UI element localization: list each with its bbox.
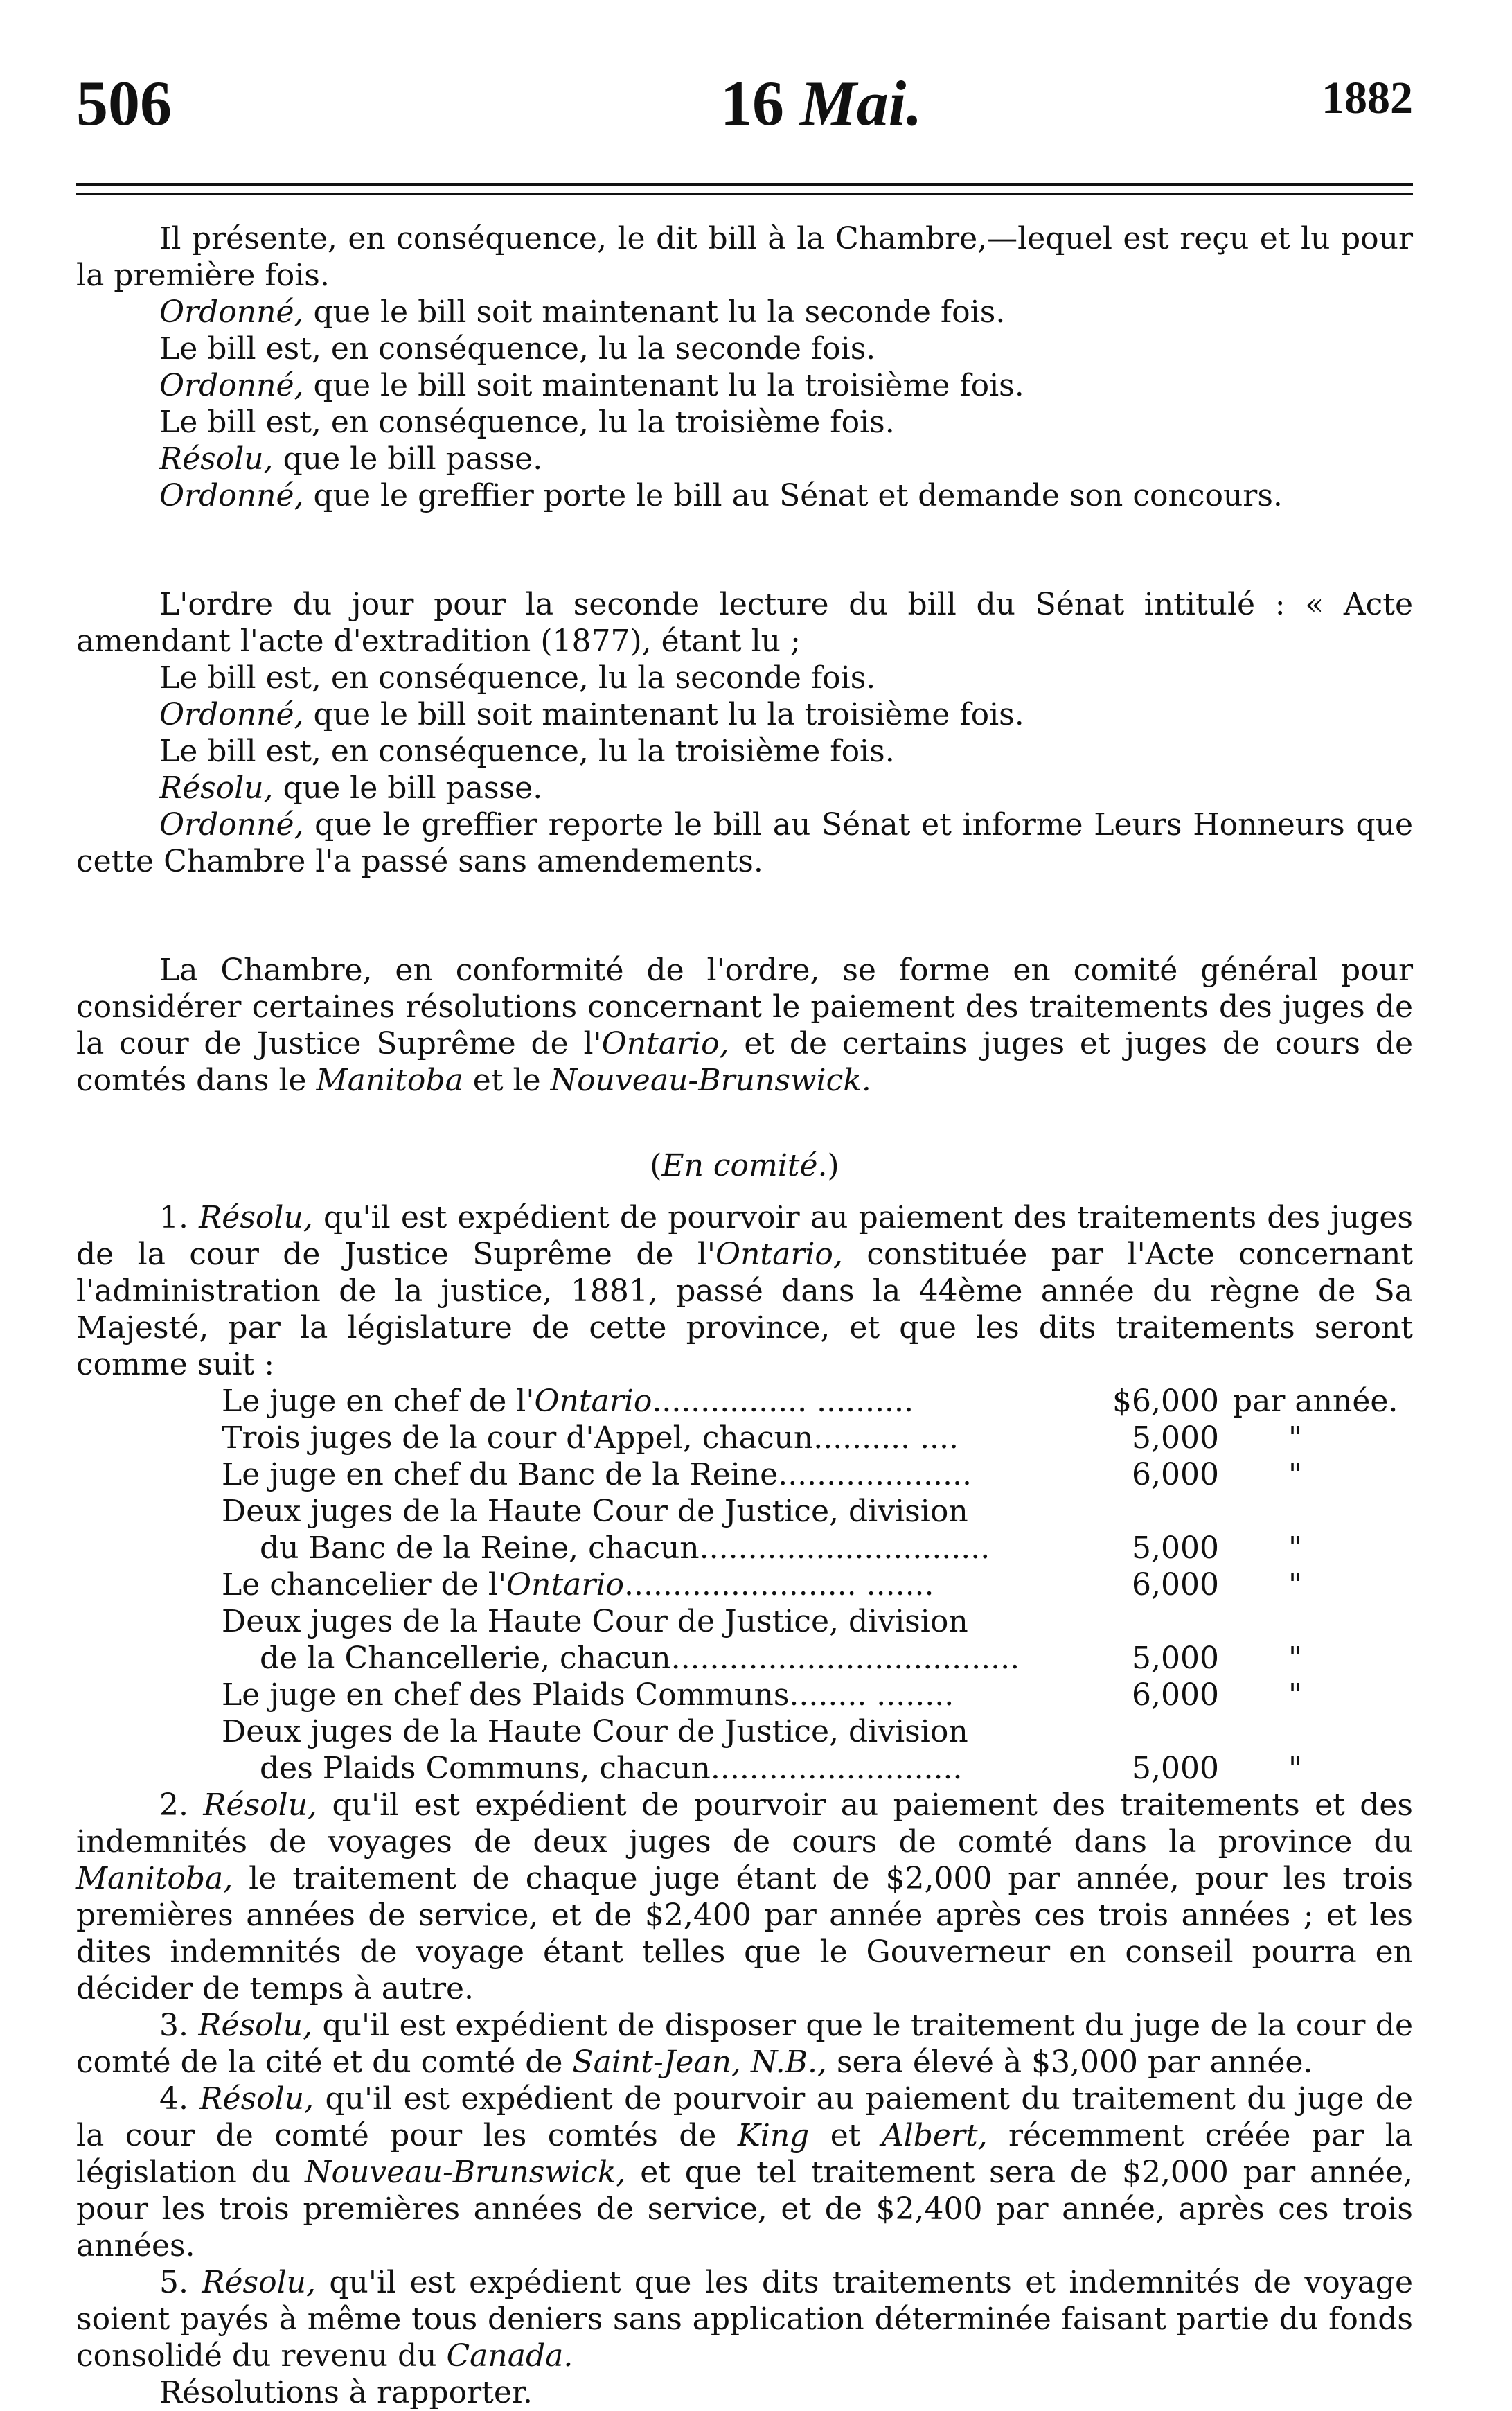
salary-amount: 5,000	[1132, 1530, 1219, 1566]
committee-title: (En comité.)	[650, 1148, 839, 1183]
page-date	[720, 67, 922, 140]
salary-row: Le juge en chef des Plaids Communs........ ........ 6,000 "	[222, 1677, 1303, 1713]
salary-unit: "	[1288, 1420, 1303, 1456]
paragraph: Ordonné, que le greffier porte le bill au Sénat et demande son concours.	[159, 478, 1283, 513]
salary-unit: "	[1288, 1567, 1303, 1602]
salary-row: de la Chancellerie, chacun.................................... 5,000 "	[260, 1641, 1303, 1676]
page-body	[76, 220, 1413, 2411]
paragraph: Ordonné, que le greffier reporte le bill au Sénat et informe Leurs Honneurs que cette Chambre l'a passé sans amendements.	[76, 807, 1413, 879]
resolution-4: 4. Résolu, qu'il est expédient de pourvoir au paiement du traitement du juge de la cour de comté pour les comtés de King et Albert, récemment créée par la législation du Nouveau-Brunswick, et que tel traitement sera de $2,000 par année, pour les trois premières années de service, et de $2,400 par année, après ces trois années.	[76, 2081, 1414, 2263]
salary-amount: $6,000	[1112, 1384, 1219, 1419]
page-year: 1882	[1322, 73, 1413, 123]
salary-unit: "	[1288, 1457, 1303, 1492]
date-month: Mai.	[800, 68, 923, 139]
resolution-2: 2. Résolu, qu'il est expédient de pourvoir au paiement des traitements et des indemnités de voyages de deux juges de cours de comté dans la province du Manitoba, le traitement de chaque juge étant de $2,000 par année, pour les trois premières années de service, et de $2,400 par année après ces trois années ; et les dites indemnités de voyage étant telles que le Gouverneur en conseil pourra en décider de temps à autre.	[76, 1787, 1413, 2006]
salary-unit: "	[1288, 1641, 1303, 1676]
paragraph: Ordonné, que le bill soit maintenant lu la troisième fois.	[159, 368, 1024, 403]
salary-unit: par année.	[1233, 1384, 1398, 1419]
salary-amount: 5,000	[1132, 1751, 1219, 1786]
paragraph: Il présente, en conséquence, le dit bill à la Chambre,—lequel est reçu et lu pour la première fois.	[76, 221, 1413, 293]
salary-row: Deux juges de la Haute Cour de Justice, division	[222, 1714, 968, 1749]
paragraph: La Chambre, en conformité de l'ordre, se forme en comité général pour considérer certaines résolutions concernant le paiement des traitements des juges de la cour de Justice Suprême de l'Ontario, et de certains juges et juges de cours de comtés dans le Manitoba et le Nouveau-Brunswick.	[76, 953, 1413, 1098]
date-day: 16	[720, 68, 784, 139]
salary-amount: 6,000	[1132, 1677, 1219, 1713]
salary-amount: 5,000	[1132, 1641, 1219, 1676]
resolution-5: 5. Résolu, qu'il est expédient que les dits traitements et indemnités de voyage soient payés à même tous deniers sans application déterminée faisant partie du fonds consolidé du revenu du Canada.	[76, 2265, 1413, 2374]
salary-unit: "	[1288, 1677, 1303, 1713]
salary-unit: "	[1288, 1751, 1303, 1786]
salary-table	[222, 1383, 1398, 1787]
salary-amount: 6,000	[1132, 1457, 1219, 1492]
resolution-3: 3. Résolu, qu'il est expédient de disposer que le traitement du juge de la cour de comté de la cité et du comté de Saint-Jean, N.B., sera élevé à $3,000 par année.	[76, 2008, 1414, 2080]
salary-amount: 6,000	[1132, 1567, 1219, 1602]
paragraph: Le bill est, en conséquence, lu la troisième fois.	[159, 405, 895, 440]
salary-row: Le juge en chef de l'Ontario................ .......... $6,000 par année.	[222, 1384, 1398, 1419]
resolution-1: 1. Résolu, qu'il est expédient de pourvoir au paiement des traitements des juges de la cour de Justice Suprême de l'Ontario, constituée par l'Acte concernant l'administration de la justice, 1881, passé dans la 44ème année du règne de Sa Majesté, par la législature de cette province, et que les dits traitements seront comme suit :	[76, 1200, 1414, 1382]
page-number: 506	[76, 68, 172, 139]
salary-row: Deux juges de la Haute Cour de Justice, division	[222, 1494, 968, 1529]
salary-row: Le juge en chef du Banc de la Reine.................... 6,000 "	[222, 1457, 1303, 1492]
paragraph: Le bill est, en conséquence, lu la troisième fois.	[159, 734, 895, 769]
salary-amount: 5,000	[1132, 1420, 1219, 1456]
paragraph: Ordonné, que le bill soit maintenant lu la troisième fois.	[159, 697, 1024, 732]
paragraph: L'ordre du jour pour la seconde lecture du bill du Sénat intitulé : « Acte amendant l'acte d'extradition (1877), étant lu ;	[76, 587, 1413, 659]
spacer	[76, 880, 1413, 952]
paragraph: Résolu, que le bill passe.	[159, 770, 543, 806]
closing-line: Résolutions à rapporter.	[159, 2375, 533, 2410]
salary-row: des Plaids Communs, chacun.......................... 5,000 "	[260, 1751, 1303, 1786]
salary-row: Deux juges de la Haute Cour de Justice, division	[222, 1604, 968, 1639]
paragraph: Le bill est, en conséquence, lu la seconde fois.	[159, 660, 876, 696]
salary-unit: "	[1288, 1530, 1303, 1566]
spacer	[76, 514, 1413, 586]
paragraph: Résolu, que le bill passe.	[159, 441, 543, 477]
salary-row: du Banc de la Reine, chacun.............................. 5,000 "	[260, 1530, 1303, 1566]
header-rule-bottom	[76, 193, 1413, 195]
salary-row: Le chancelier de l'Ontario........................ ....... 6,000 "	[222, 1567, 1303, 1602]
paragraph: Le bill est, en conséquence, lu la seconde fois.	[159, 331, 876, 366]
section-bill-reading	[76, 220, 1413, 514]
salary-row: Trois juges de la cour d'Appel, chacun.......... .... 5,000 "	[222, 1420, 1303, 1456]
spacer	[76, 1099, 1413, 1147]
header-rule-top	[76, 183, 1413, 186]
section-senate-bill	[76, 586, 1413, 880]
paragraph: Ordonné, que le bill soit maintenant lu la seconde fois.	[159, 294, 1006, 330]
page-header	[76, 67, 1413, 150]
spacer	[76, 1184, 1413, 1199]
section-committee-intro	[76, 952, 1413, 1099]
